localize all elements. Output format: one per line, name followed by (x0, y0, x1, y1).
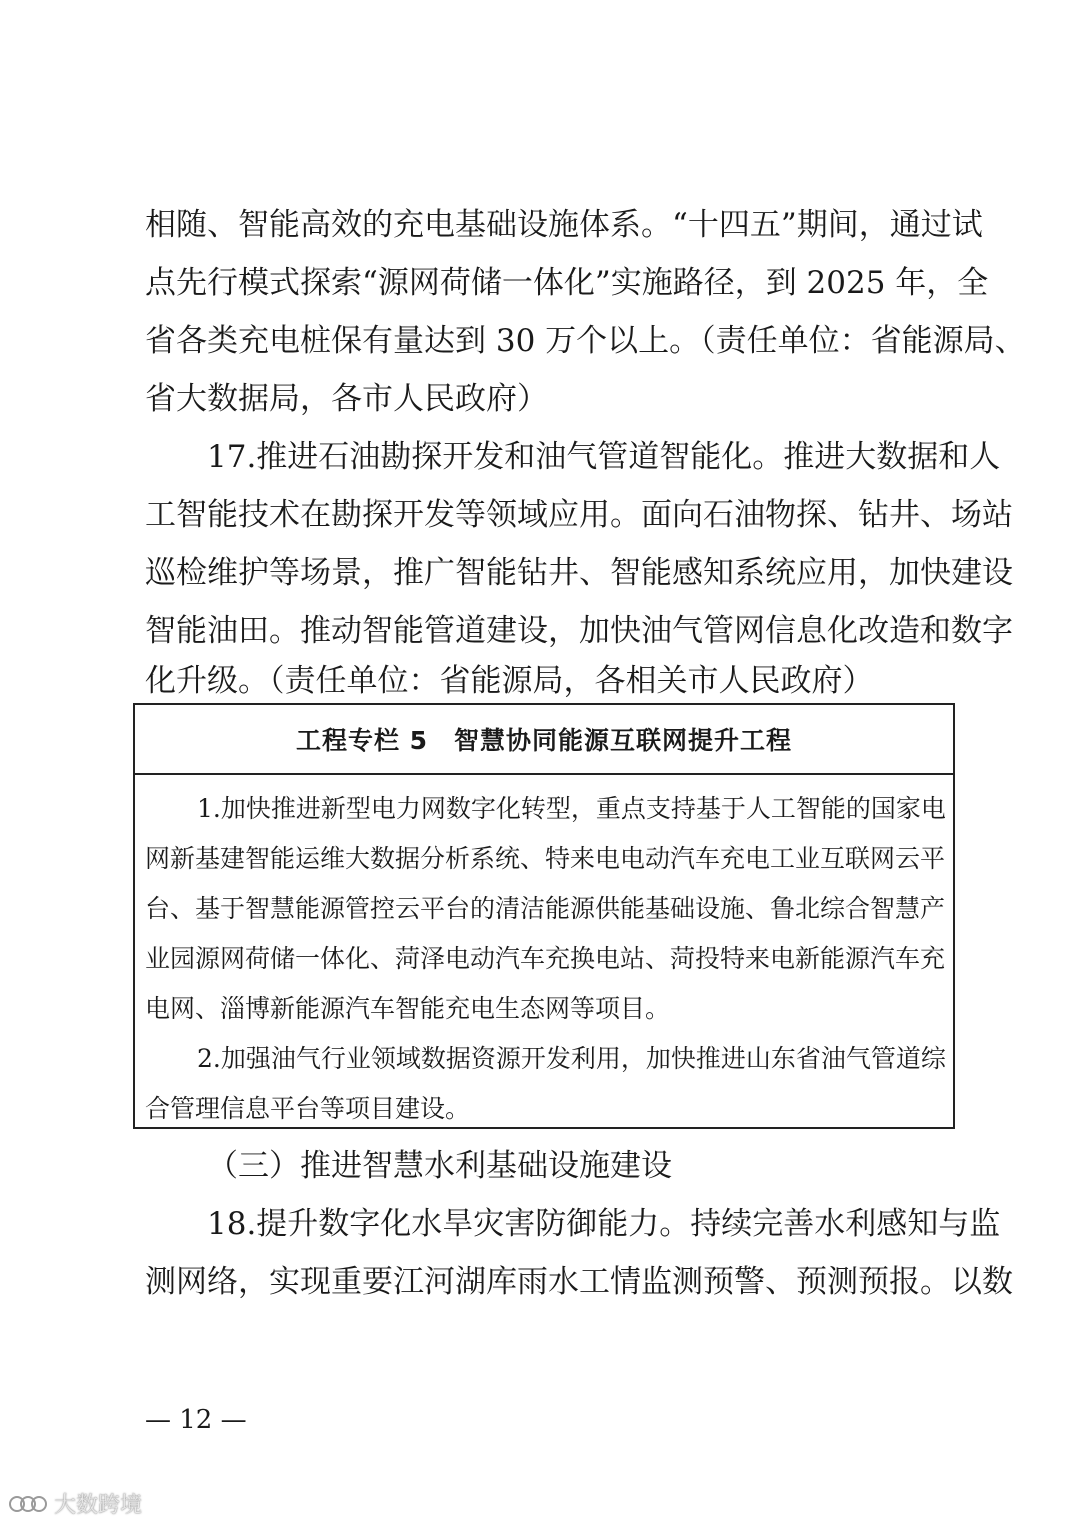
box-line-3: 台、基于智慧能源管控云平台的清洁能源供能基础设施、鲁北综合智慧产 (145, 894, 946, 923)
page-number: — 12 — (145, 1405, 247, 1435)
project-box (133, 703, 955, 1129)
body-line-6: 工智能技术在勘探开发等领域应用。面向石油物探、钻井、场站 (145, 497, 1013, 533)
body-line-10: 18.提升数字化水旱灾害防御能力。持续完善水利感知与监 (207, 1206, 1001, 1242)
project-box-title: 工程专栏 5 智慧协同能源互联网提升工程 (135, 705, 953, 775)
section-heading: （三）推进智慧水利基础设施建设 (207, 1148, 672, 1184)
box-line-5: 电网、淄博新能源汽车智能充电生态网等项目。 (145, 994, 671, 1023)
body-line-9: 化升级。（责任单位：省能源局，各相关市人民政府） (145, 663, 874, 699)
body-line-7: 巡检维护等场景，推广智能钻井、智能感知系统应用，加快建设 (145, 555, 1013, 591)
body-line-2: 点先行模式探索“源网荷储一体化”实施路径，到 2025 年，全 (145, 265, 989, 301)
box-line-1: 1.加快推进新型电力网数字化转型，重点支持基于人工智能的国家电 (197, 794, 946, 823)
body-line-4: 省大数据局，各市人民政府） (145, 381, 548, 417)
body-line-1: 相随、智能高效的充电基础设施体系。“十四五”期间，通过试 (145, 207, 983, 243)
watermark (8, 1488, 142, 1519)
body-line-3: 省各类充电桩保有量达到 30 万个以上。（责任单位：省能源局、 (145, 323, 1026, 359)
body-line-8: 智能油田。推动智能管道建设，加快油气管网信息化改造和数字 (145, 613, 1013, 649)
box-line-2: 网新基建智能运维大数据分析系统、特来电电动汽车充电工业互联网云平 (145, 844, 946, 873)
body-line-5: 17.推进石油勘探开发和油气管道智能化。推进大数据和人 (207, 439, 1001, 475)
box-line-4: 业园源网荷储一体化、菏泽电动汽车充换电站、菏投特来电新能源汽车充 (145, 944, 946, 973)
body-line-11: 测网络，实现重要江河湖库雨水工情监测预警、预测预报。以数 (145, 1264, 1013, 1300)
watermark-text: 大数跨境 (54, 1493, 143, 1518)
watermark-logo-icon (8, 1491, 48, 1517)
box-line-6: 2.加强油气行业领域数据资源开发利用，加快推进山东省油气管道综 (197, 1044, 946, 1073)
box-line-7: 合管理信息平台等项目建设。 (145, 1094, 471, 1123)
